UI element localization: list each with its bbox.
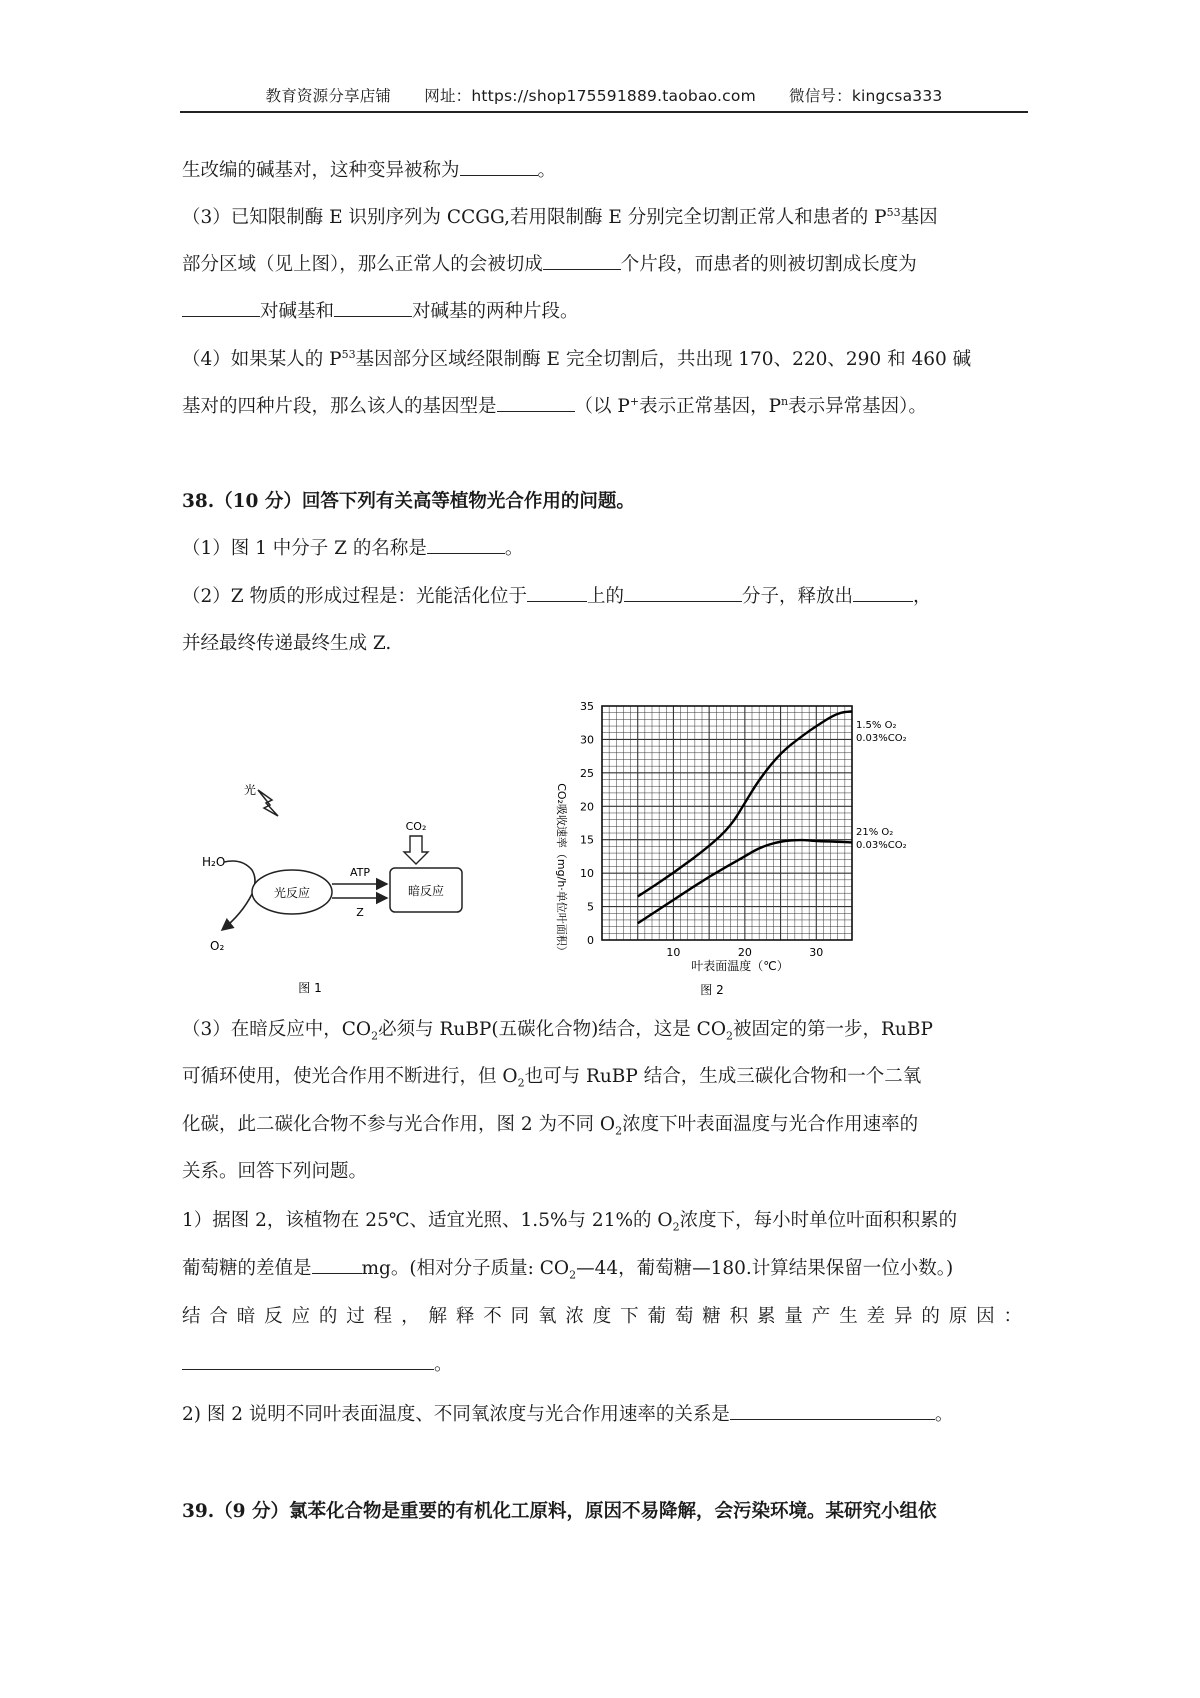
answer-blank xyxy=(497,392,575,412)
answer-blank xyxy=(527,582,587,602)
q38-part3-line2: 可循环使用，使光合作用不断进行，但 $O_2$也可与 RuBP 结合，生成三碳化合物和一个二氧 xyxy=(182,1066,922,1090)
answer-blank xyxy=(427,534,505,554)
y-tick-label: 15 xyxy=(580,833,594,847)
y-tick-label: 25 xyxy=(580,766,594,780)
answer-blank xyxy=(312,1254,362,1274)
label-co2: CO₂ xyxy=(405,820,427,833)
series2-label1: 21% O₂ xyxy=(856,827,894,838)
q38-part2-line2: 并经最终传递最终生成 Z. xyxy=(182,633,392,654)
header-store: 教育资源分享店铺 xyxy=(265,87,392,105)
label-atp: ATP xyxy=(349,866,371,879)
figure2-chart xyxy=(540,680,940,1010)
chart-ylabel: CO₂吸收速率（mg/h·单位叶面积） xyxy=(555,783,568,957)
series1-label1: 1.5% O₂ xyxy=(856,720,897,731)
curve-h2o-in xyxy=(222,861,255,930)
y-tick-label: 10 xyxy=(580,867,594,881)
lightning-icon xyxy=(258,790,278,816)
q38-sub1-line4: 。 xyxy=(182,1350,1028,1380)
answer-blank xyxy=(182,1350,434,1370)
answer-blank xyxy=(543,250,621,270)
chart-xlabel: 叶表面温度（℃） xyxy=(691,959,789,973)
q37-part4-line2: 基对的四种片段，那么该人的基因型是 （以 P+表示正常基因，$P^n$表示异常基因）。 xyxy=(182,392,1028,422)
chart-caption: 图 2 xyxy=(700,983,724,997)
answer-blank xyxy=(334,297,412,317)
series2-label2: 0.03%CO₂ xyxy=(856,840,907,851)
answer-blank xyxy=(460,156,538,176)
y-tick-label: 0 xyxy=(587,934,594,947)
q37-part4-line1: （4）如果某人的 $P^{53}$基因部分区域经限制酶 E 完全切割后，共出现 170、220、290 和 460 碱 xyxy=(182,347,972,370)
q37-part3-line1: （3）已知限制酶 E 识别序列为 CCGG,若用限制酶 E 分别完全切割正常人和患者的 $P^{53}$基因 xyxy=(182,205,938,228)
figure1-caption: 图 1 xyxy=(298,981,322,995)
label-h2o: H₂O xyxy=(202,855,226,869)
answer-blank xyxy=(853,582,913,602)
y-tick-label: 5 xyxy=(587,900,594,914)
q38-sub1-line2: 葡萄糖的差值是 mg。(相对分子质量: $CO_2—44$，葡萄糖—180.计算结果保留一位小数。) xyxy=(182,1254,1028,1284)
q37-part3-line2: 部分区域（见上图），那么正常人的会被切成 个片段，而患者的则被切割成长度为 xyxy=(182,250,1028,280)
q38-part3-line3: 化碳，此二碳化合物不参与光合作用，图 2 为不同 $O_2$浓度下叶表面温度与光合作用速率的 xyxy=(182,1114,919,1138)
y-tick-label: 35 xyxy=(580,700,594,713)
figure1-diagram xyxy=(180,770,480,1000)
header-wechat: 微信号：kingcsa333 xyxy=(789,87,943,105)
x-tick-label: 20 xyxy=(737,946,752,959)
q38-part2-line1: （2）Z 物质的形成过程是：光能活化位于 上的 分子，释放出 ， xyxy=(182,582,1028,612)
x-tick-label: 30 xyxy=(809,946,824,959)
answer-blank xyxy=(182,297,260,317)
header-url: 网址：https://shop175591889.taobao.com xyxy=(424,87,756,105)
plot-frame xyxy=(602,706,852,940)
q38-part1: （1）图 1 中分子 Z 的名称是 。 xyxy=(182,534,1028,564)
answer-blank xyxy=(624,582,742,602)
light-reaction-label: 光反应 xyxy=(273,886,311,900)
label-o2: O₂ xyxy=(210,939,225,953)
label-light: 光 xyxy=(244,783,257,797)
y-tick-label: 30 xyxy=(580,733,594,747)
q38-title: 38.（10 分）回答下列有关高等植物光合作用的问题。 xyxy=(182,491,635,512)
page-header xyxy=(180,84,1028,106)
label-z: Z xyxy=(356,906,364,919)
co2-arrow xyxy=(404,836,428,864)
q38-sub1-line1: 1）据图 2，该植物在 25℃、适宜光照、1.5%与 21%的 $O_2$浓度下，每小时单位叶面积积累的 xyxy=(182,1210,958,1234)
y-tick-label: 20 xyxy=(580,800,594,814)
q38-part3-line1: （3）在暗反应中，$CO_2$必须与 RuBP(五碳化合物)结合，这是 $CO_2$被固定的第一步，RuBP xyxy=(182,1019,933,1043)
q37-part3-line3: 对碱基和 对碱基的两种片段。 xyxy=(182,297,1028,327)
q38-sub2: 2) 图 2 说明不同叶表面温度、不同氧浓度与光合作用速率的关系是 。 xyxy=(182,1400,1028,1430)
q38-part3-line4: 关系。回答下列问题。 xyxy=(182,1161,368,1182)
chart-grid xyxy=(602,706,852,940)
dark-reaction-label: 暗反应 xyxy=(407,884,445,898)
series1-label2: 0.03%CO₂ xyxy=(856,733,907,744)
q39-title: 39.（9 分）氯苯化合物是重要的有机化工原料，原因不易降解，会污染环境。某研究小组依 xyxy=(182,1501,937,1522)
q37-line1: 生改编的碱基对，这种变异被称为 。 xyxy=(182,156,1028,186)
x-tick-label: 10 xyxy=(666,946,681,959)
header-rule xyxy=(180,111,1028,113)
q38-sub1-line3: 结合暗反应的过程，解释不同氧浓度下葡萄糖积累量产生差异的原因： xyxy=(182,1306,1028,1327)
answer-blank xyxy=(730,1400,935,1420)
